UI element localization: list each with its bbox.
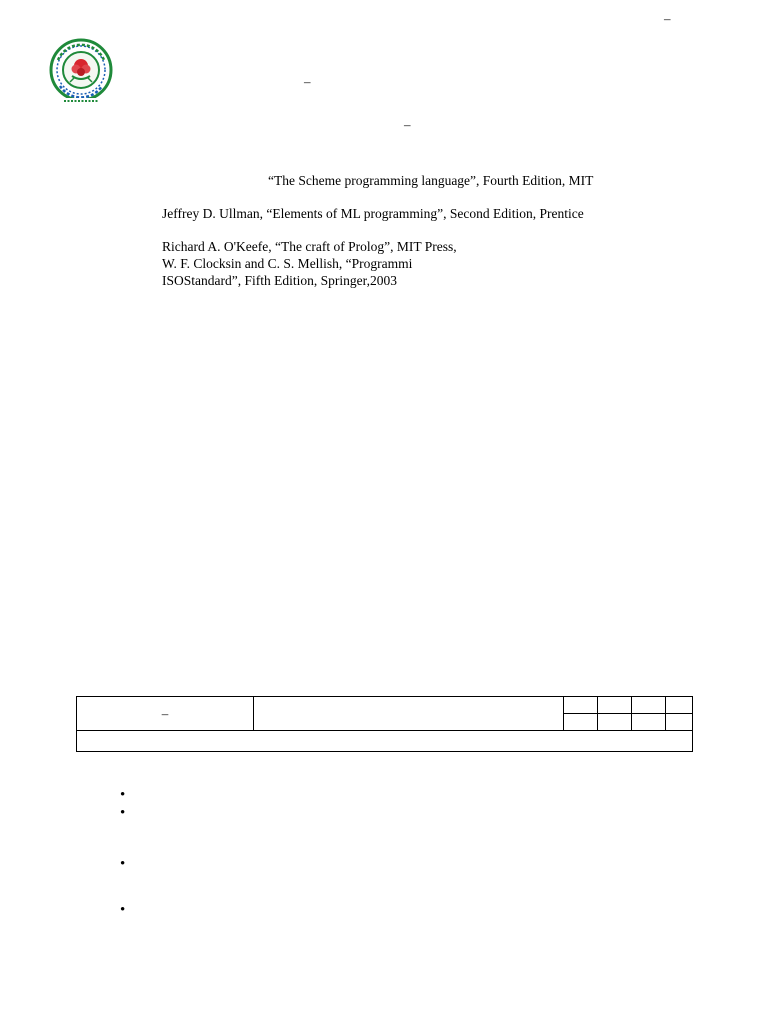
ltpc-header-p: [632, 697, 666, 714]
header-dash-right: –: [664, 11, 671, 26]
course-title-cell: [254, 697, 564, 731]
reference-4-continued: ISOStandard”, Fifth Edition, Springer,2003: [162, 273, 397, 288]
university-seal-icon: [48, 38, 114, 106]
bullet-marker: •: [120, 805, 126, 821]
course-code-cell: –: [77, 697, 254, 731]
ltpc-value-l: [564, 714, 598, 731]
bullet-marker: •: [120, 787, 126, 803]
university-logo: [48, 38, 114, 106]
reference-1: “The Scheme programming language”, Fourth Edition, MIT: [268, 173, 594, 188]
ltpc-header-t: [598, 697, 632, 714]
reference-2: Jeffrey D. Ullman, “Elements of ML programming”, Second Edition, Prentice: [162, 206, 584, 221]
semester-row: [77, 731, 693, 752]
reference-3: Richard A. O'Keefe, “The craft of Prolog”, MIT Press,: [162, 239, 457, 254]
header-dash-1: –: [304, 74, 311, 89]
ltpc-header-c: [666, 697, 693, 714]
ltpc-value-p: [632, 714, 666, 731]
reference-4: W. F. Clocksin and C. S. Mellish, “Programmi: [162, 256, 413, 271]
bullet-marker: •: [120, 902, 126, 918]
ltpc-header-l: [564, 697, 598, 714]
header-dash-2: –: [404, 117, 411, 132]
ltpc-value-c: [666, 714, 693, 731]
ltpc-value-t: [598, 714, 632, 731]
bullet-marker: •: [120, 856, 126, 872]
course-table: [76, 696, 693, 752]
